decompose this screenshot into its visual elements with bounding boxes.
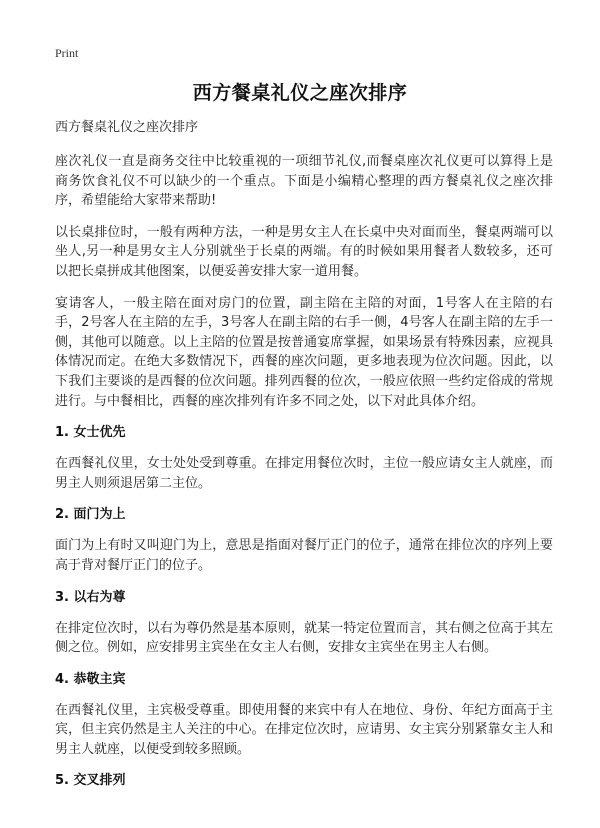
intro-paragraph: 座次礼仪一直是商务交往中比较重视的一项细节礼仪,而餐桌座次礼仪更可以算得上是商务饮食礼仪不可以缺少的一个重点。下面是小编精心整理的西方餐桌礼仪之座次排序，希望能给大家带来帮助! (55, 154, 553, 209)
section-paragraph: 在排定位次时，以右为尊仍然是基本原则，就某一特定位置而言，其右侧之位高于其左侧之位。例如，应安排男主宾坐在女主人右侧，安排女主宾坐在男主人右侧。 (55, 620, 553, 656)
article-body (55, 118, 553, 802)
section-heading: 3. 以右为尊 (55, 589, 126, 605)
section-paragraph: 在西餐礼仪里，主宾极受尊重。即使用餐的来宾中有人在地位、身份、年纪方面高于主宾，但主宾仍然是主人关注的中心。在排定位次时，应请男、女主宾分别紧靠女主人和男主人就座，以便受到较多照顾。 (55, 702, 553, 757)
section-paragraph: 面门为上有时又叫迎门为上，意思是指面对餐厅正门的位子，通常在排位次的序列上要高于背对餐厅正门的位子。 (55, 538, 553, 573)
page-title: 西方餐桌礼仪之座次排序 (192, 82, 408, 104)
section-paragraph: 在西餐礼仪里，女士处处受到尊重。在排定用餐位次时，主位一般应请女主人就座，而男主人则须退居第二主位。 (55, 456, 553, 491)
article-subtitle: 西方餐桌礼仪之座次排序 (55, 120, 199, 135)
section-heading: 2. 面门为上 (55, 507, 126, 523)
print-link[interactable]: Print (55, 46, 79, 60)
section-heading: 1. 女士优先 (55, 425, 126, 441)
intro-paragraph: 宴请客人，一般主陪在面对房门的位置，副主陪在主陪的对面，1号客人在主陪的右手，2号客人在主陪的左手，3号客人在副主陪的右手一侧，4号客人在副主陪的左手一侧，其他可以随意。以上主陪的位置是按普通宴席掌握，如果场景有特殊因素，应视具体情况而定。在绝大多数情况下，西餐的座次问题，更多地表现为位次问题。因此，以下我们主要谈的是西餐的位次问题。排列西餐的位次，一般应依照一些约定俗成的常规进行。与中餐相比，西餐的座次排列有许多不同之处，以下对此具体介绍。 (55, 295, 553, 409)
section-heading: 4. 恭敬主宾 (55, 671, 126, 687)
intro-paragraph: 以长桌排位时，一般有两种方法，一种是男女主人在长桌中央对面而坐，餐桌两端可以坐人,另一种是男女主人分别就坐于长桌的两端。有的时候如果用餐者人数较多，还可以把长桌拼成其他图案，以便妥善安排大家一道用餐。 (55, 224, 553, 279)
section-heading: 5. 交叉排列 (55, 773, 126, 789)
